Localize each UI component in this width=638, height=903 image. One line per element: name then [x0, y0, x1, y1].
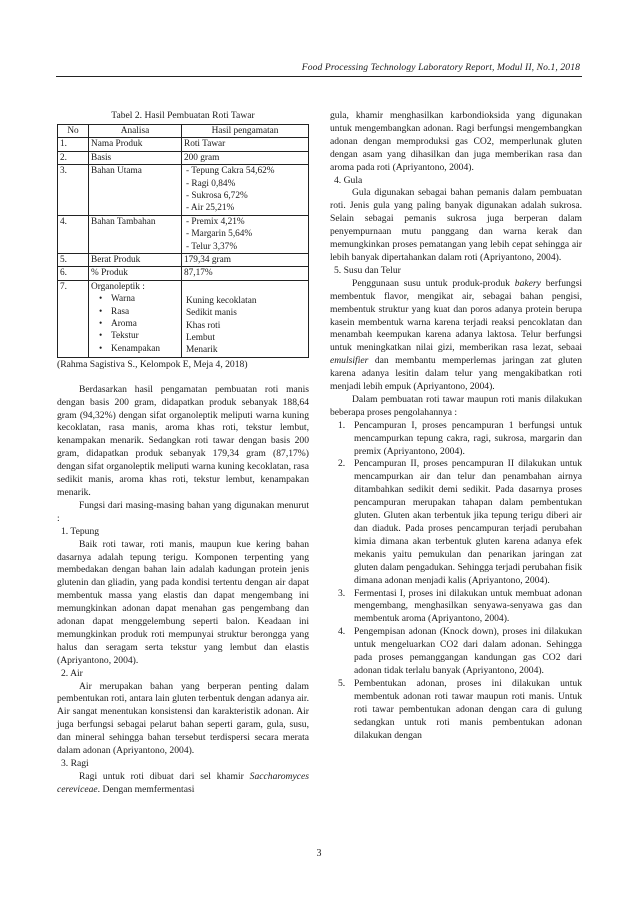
organoleptic-result: Kuning kecoklatan — [186, 295, 257, 306]
paragraph: Air merupakan bahan yang berperan penting dalam pembentukan roti, antara lain gluten terbentuk dengan adanya air. Air sangat menentukan konsistensi dan karakteristik adonan. Air juga berfungsi sebagai pelarut bahan seperti garam, gula, susu, dan mineral sehingga bahan tersebut terdispersi secara merata dalam adonan (Apriyantono, 2004). — [57, 680, 309, 757]
organoleptic-item: • Warna — [93, 293, 179, 305]
cell-hasil — [182, 280, 309, 357]
table-row — [58, 138, 309, 151]
paragraph — [57, 771, 309, 797]
list-number: 1. — [338, 419, 346, 431]
table-header-row — [58, 124, 309, 137]
cell-no: 4. — [58, 215, 89, 253]
list-number: 4. — [338, 626, 346, 638]
paragraph: Gula digunakan sebagai bahan pemanis dalam pembuatan roti. Jenis gula yang paling banyak digunakan adalah sukrosa. Selain sebagai pemanis sukrosa juga berperan dalam penyempurnaan mutu panggang dan warna kerak dan memungkinkan proses pematangan yang lebih cepat sehingga air lebih banyak dipertahankan dalam roti (Apriyantono, 2004). — [330, 187, 582, 263]
list-text: Pengempisan adonan (Knock down), proses ini dilakukan untuk mengeluarkan CO2 dari dalam adonan. Sehingga pada proses pemanggangan kandungan gas CO2 dari adonan tidak terlalu banyak (Apriyantono, 2004). — [354, 626, 582, 676]
organoleptic-label: Organoleptik : — [91, 281, 145, 292]
paragraph: Berdasarkan hasil pengamatan pembuatan roti manis dengan basis 200 gram, didapatkan produk sebanyak 188,64 gram (94,32%) dengan sifat organoleptik meliputi warna kuning kecoklatan, rasa manis, aroma khas roti, tekstur lembut, kenampakan menarik. Sedangkan roti tawar dengan basis 200 gram, didapatkan produk sebanyak 179,34 gram (87,17%) dengan sifat organoleptik meliputi warna kuning kecoklatan, rasa sedikit manis, aroma khas roti, tekstur lembut, kenampakan menarik. — [57, 383, 309, 498]
header-analisa: Analisa — [89, 124, 182, 137]
text-run: Ragi untuk roti dibuat dari sel khamir — [79, 770, 250, 782]
section-heading: 2. Air — [61, 667, 83, 679]
list-item — [330, 588, 582, 627]
list-number: 2. — [338, 458, 346, 470]
table-row — [58, 215, 309, 253]
cell-no: 5. — [58, 253, 89, 266]
cell-hasil: 87,17% — [182, 267, 309, 280]
running-header: Food Processing Technology Laboratory Report, Modul II, No.1, 2018 — [301, 62, 580, 73]
header-hasil: Hasil pengamatan — [182, 124, 309, 137]
ingredient-item: - Tepung Cakra 54,62% — [186, 166, 275, 177]
organoleptic-result: Khas roti — [186, 320, 221, 331]
text-run: dan membantu memperlemas jaringan zat gluten karena adanya lesitin dalam telur yang mengakibatkan roti menjadi lebih empuk (Apriyantono, 2004). — [330, 355, 582, 393]
table-source: (Rahma Sagistiva S., Kelompok E, Meja 4, 2018) — [57, 358, 248, 370]
list-text: Pencampuran I, proses pencampuran 1 berfungsi untuk mencampurkan tepung cakra, ragi, sukrosa, margarin dan premix (Apriyantono, 2004). — [354, 419, 582, 457]
cell-no: 2. — [58, 151, 89, 164]
list-text: Fermentasi I, proses ini dilakukan untuk membuat adonan mengembang, menghasilkan senyawa-senyawa gas dan membentuk aroma (Apriyantono, 2004). — [354, 587, 582, 625]
list-number: 3. — [338, 587, 346, 599]
table-row — [58, 280, 309, 357]
cell-analisa: % Produk — [89, 267, 182, 280]
ingredient-item: - Telur 3,37% — [186, 241, 238, 252]
cell-hasil: Roti Tawar — [182, 138, 309, 151]
species-name: Saccharomyces cereviceae — [57, 770, 309, 795]
header-no: No — [58, 124, 89, 137]
list-item — [330, 626, 582, 678]
section-heading: 4. Gula — [334, 174, 363, 186]
organoleptic-result: Sedikit manis — [186, 308, 237, 319]
table-row — [58, 151, 309, 164]
left-column — [57, 110, 309, 797]
ingredient-item: - Air 25,21% — [186, 203, 235, 214]
cell-no: 3. — [58, 165, 89, 216]
cell-hasil — [182, 215, 309, 253]
section-heading: 5. Susu dan Telur — [334, 264, 401, 276]
italic-term: emulsifier — [330, 355, 369, 367]
italic-term: bakery — [514, 277, 541, 289]
list-item — [330, 420, 582, 459]
list-item — [330, 458, 582, 587]
ingredient-item: - Sukrosa 6,72% — [186, 190, 248, 201]
organoleptic-item: • Kenampakan — [93, 343, 179, 355]
page-number: 3 — [316, 848, 322, 859]
cell-analisa — [89, 280, 182, 357]
list-number: 5. — [338, 677, 346, 689]
table-row — [58, 165, 309, 216]
results-table — [57, 124, 309, 358]
process-list — [330, 420, 582, 743]
paragraph: Baik roti tawar, roti manis, maupun kue kering bahan dasarnya adalah tepung terigu. Komponen terpenting yang membedakan dengan bahan lain adalah kadungan protein jenis glutenin dan gliadin, yang pada kondisi tertentu dengan air dapat membentuk massa yang elastis dan dapat mengembang ini memungkinkan adonan dapat menahan gas pengembang dan adonan dapat menggelembung seperti balon. Keadaan ini memungkinkan produk roti mempunyai struktur berongga yang halus dan seragam serta tekstur yang lembut dan elastis (Apriyantono, 2004). — [57, 538, 309, 666]
list-text: Pembentukan adonan, proses ini dilakukan untuk membentuk adonan roti tawar maupun roti manis. Untuk roti tawar pembentukan adonan dengan cara di gulung sedangkan untuk roti manis pembentukan adonan dilakukan dengan — [354, 677, 582, 741]
organoleptic-result: Menarik — [186, 345, 218, 356]
organoleptic-item: • Rasa — [93, 306, 179, 318]
cell-no: 1. — [58, 138, 89, 151]
text-run: Penggunaan susu untuk produk-produk — [352, 277, 515, 289]
paragraph: gula, khamir menghasilkan karbondioksida yang digunakan untuk mengembangkan adonan. Ragi berfungsi mengembangkan adonan dengan memproduksi gas CO2, memperlunak gluten dengan asam yang dihasilkan dan juga memberikan rasa dan aroma pada roti (Apriyantono, 2004). — [330, 110, 582, 173]
organoleptic-item: • Aroma — [93, 318, 179, 330]
text-run: . Dengan memfermentasi — [97, 783, 195, 795]
paragraph: Dalam pembuatan roti tawar maupun roti manis dilakukan beberapa proses pengolahannya : — [330, 393, 582, 418]
right-column — [330, 110, 582, 742]
cell-analisa: Bahan Tambahan — [89, 215, 182, 253]
table-caption: Tabel 2. Hasil Pembuatan Roti Tawar — [111, 110, 255, 121]
cell-analisa: Bahan Utama — [89, 165, 182, 216]
list-item — [330, 678, 582, 743]
organoleptic-item: • Tekstur — [93, 330, 179, 342]
organoleptic-result: Lembut — [186, 333, 215, 343]
paragraph: Fungsi dari masing-masing bahan yang digunakan menurut : — [57, 499, 309, 524]
header-rule — [56, 76, 582, 77]
section-heading: 3. Ragi — [61, 758, 89, 769]
cell-hasil: 200 gram — [182, 151, 309, 164]
cell-analisa: Berat Produk — [89, 253, 182, 266]
text-run: berfungsi membentuk flavor, mengikat air, sebagai bahan pengisi, membentuk struktur yang kuat dan poros adanya protein berupa kasein membentuk warna karena terjadi reaksi pencoklatan dan menambah keempukan karena adanya laktosa. Telur berfungsi untuk meningkatkan nilai gizi, memberikan rasa lezat, sebaai — [330, 277, 582, 354]
cell-no: 6. — [58, 267, 89, 280]
cell-hasil — [182, 165, 309, 216]
section-heading: 1. Tepung — [61, 525, 100, 537]
list-text: Pencampuran II, proses pencampuran II dilakukan untuk mencampurkan air dan telur dan penambahan airnya ditambahkan sedikit demi sedikit. Pada dasarnya proses pencampuran merupakan tahapan dalam pembentukan gluten. Gluten akan terbentuk jika tepung terigu diberi air dan diaduk. Pada proses pencampuran terjadi perubahan kimia dimana akan terbentuk gluten karena adanya efek mekanis yaitu pemukulan dan penarikan jaringan zat gluten dalam pengadukan. Sehingga terjadi perubahan fisik dimana adonan menjadi kalis (Apriyantono, 2004). — [354, 458, 582, 586]
ingredient-item: - Premix 4,21% — [186, 216, 245, 227]
paragraph — [330, 278, 582, 394]
ingredient-item: - Margarin 5,64% — [186, 229, 253, 240]
cell-hasil: 179,34 gram — [182, 253, 309, 266]
cell-analisa: Basis — [89, 151, 182, 164]
ingredient-item: - Ragi 0,84% — [186, 178, 236, 189]
cell-analisa: Nama Produk — [89, 138, 182, 151]
cell-no: 7. — [58, 280, 89, 357]
table-row — [58, 253, 309, 266]
table-row — [58, 267, 309, 280]
